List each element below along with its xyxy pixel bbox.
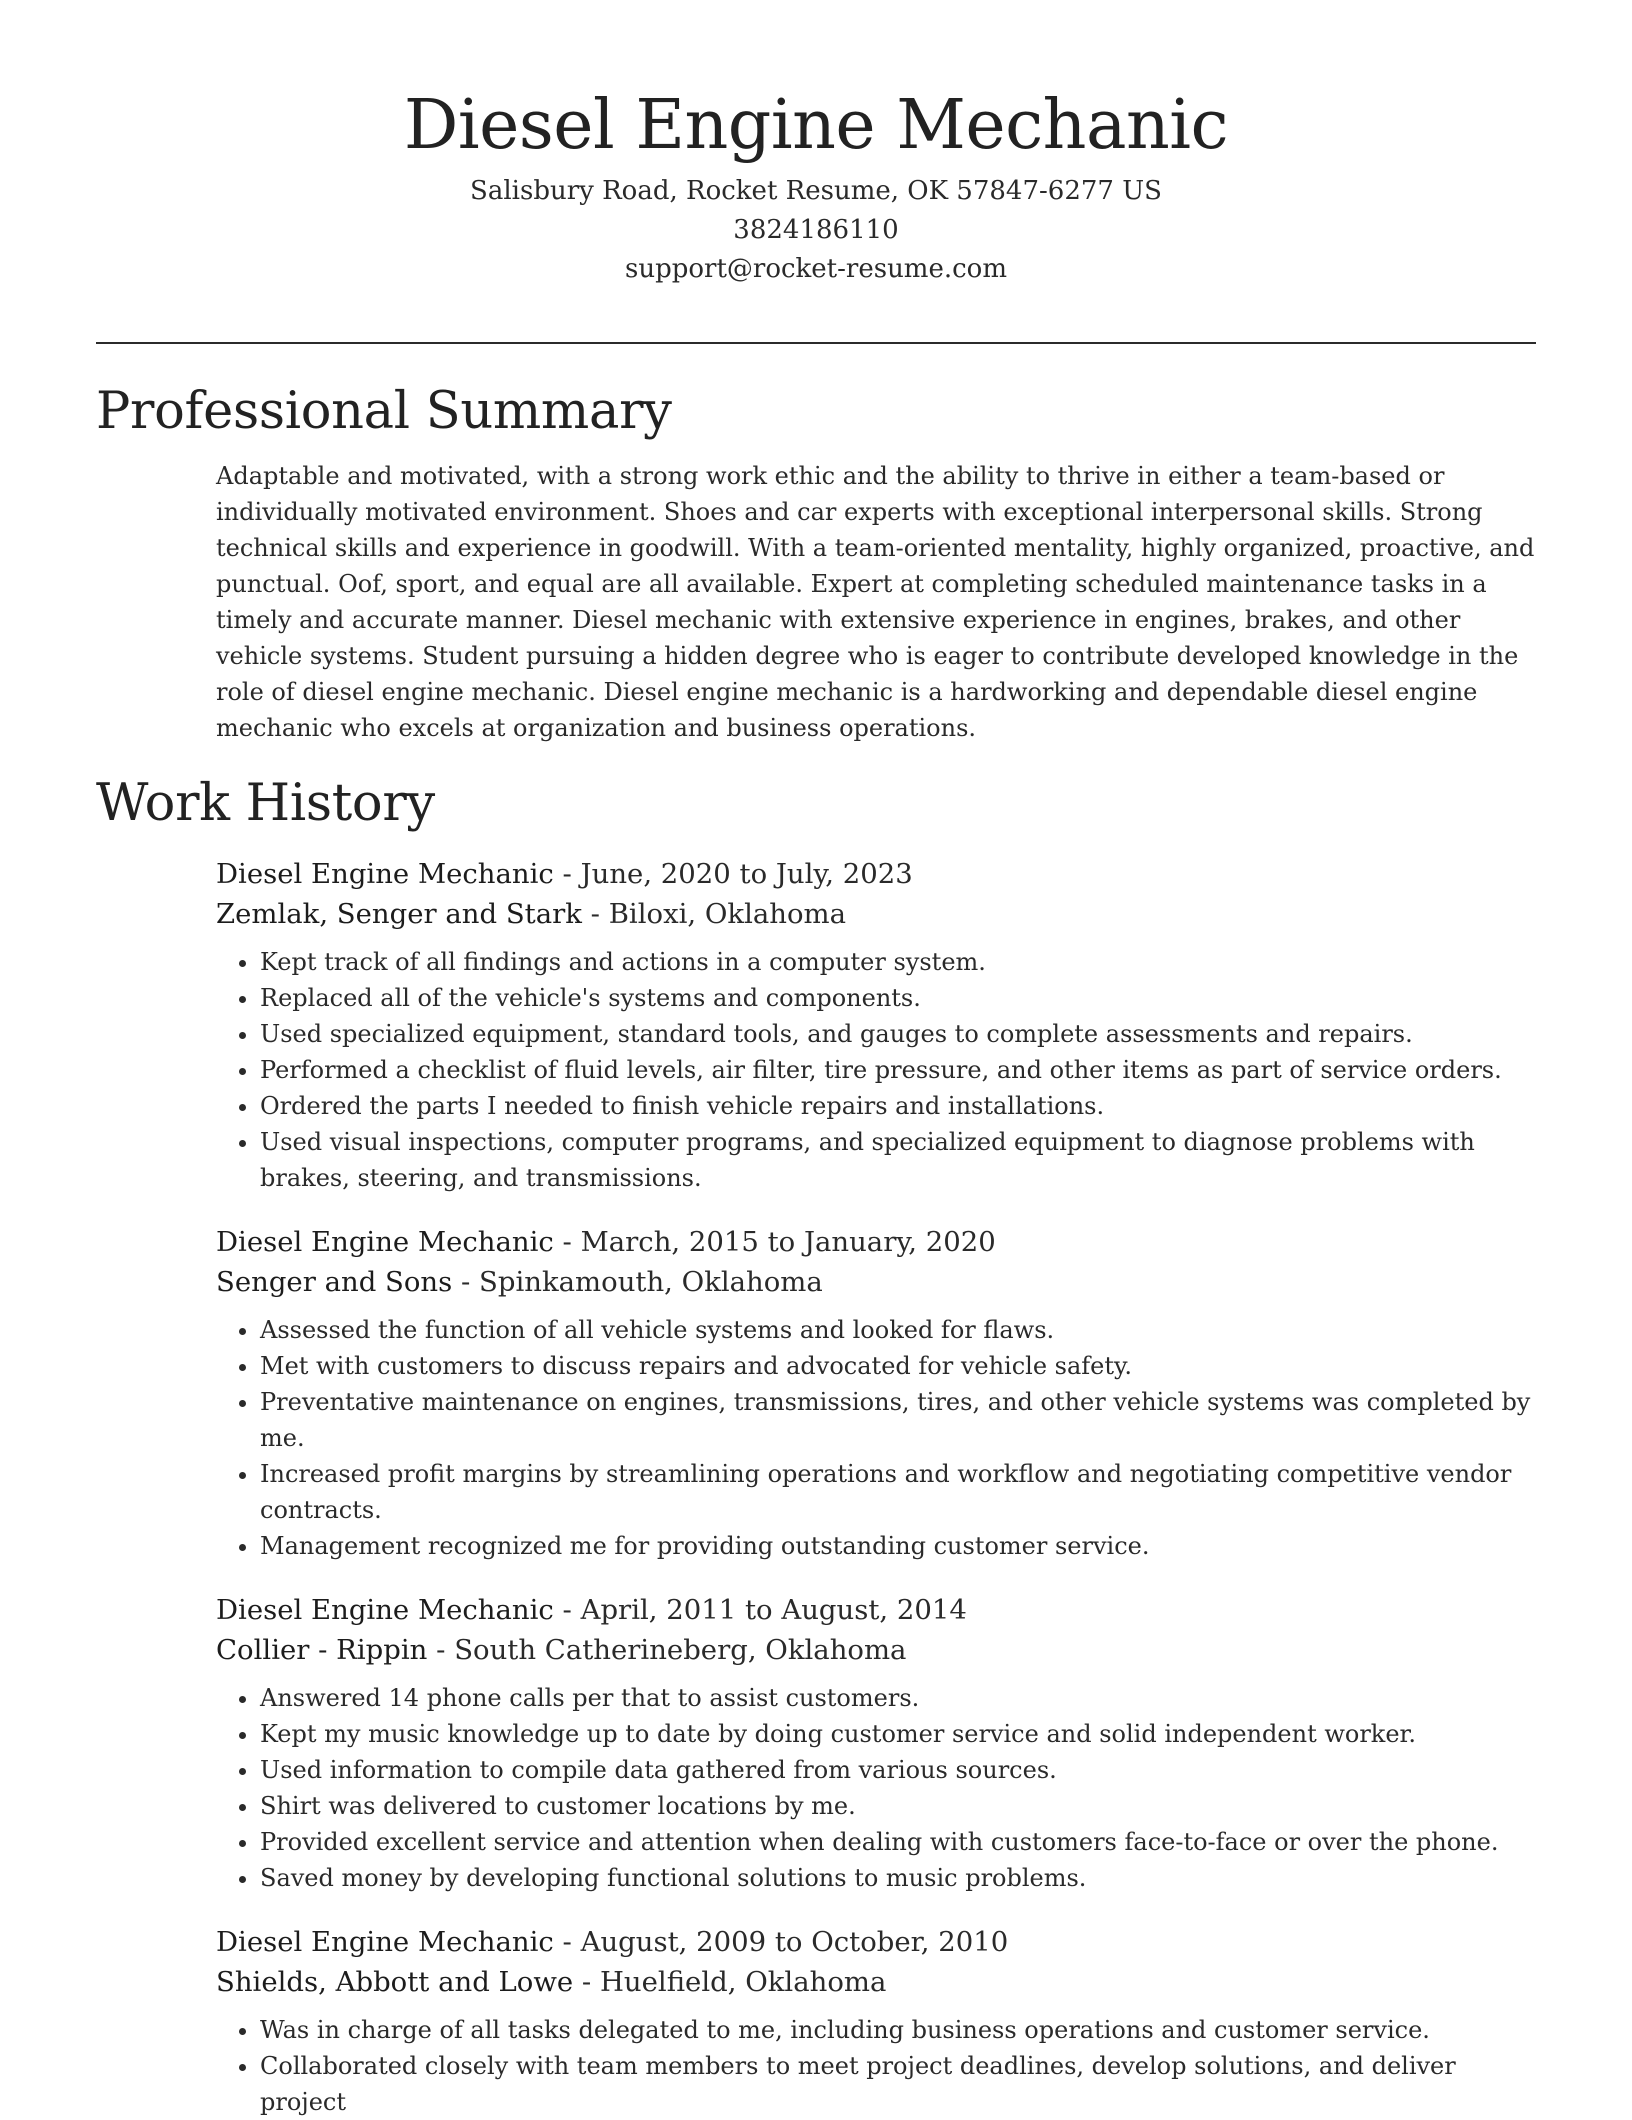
job-bullet: • Used information to compile data gathered from various sources.	[260, 1752, 1536, 1788]
job-company-line: Collier - Rippin - South Catherineberg, Oklahoma	[216, 1634, 907, 1666]
job-role: Diesel Engine Mechanic	[216, 1926, 554, 1958]
candidate-name: Diesel Engine Mechanic	[403, 86, 1229, 165]
job-bullet: • Shirt was delivered to customer locations by me.	[260, 1788, 1536, 1824]
job-location: Biloxi, Oklahoma	[608, 898, 847, 930]
job-role: Diesel Engine Mechanic	[216, 1226, 554, 1258]
work-history-section	[96, 770, 1536, 2120]
contact-block	[0, 172, 1632, 289]
contact-phone: 3824186110	[733, 215, 899, 245]
job-dates: June, 2020 to July, 2023	[580, 858, 913, 890]
job-bullet: • Answered 14 phone calls per that to assist customers.	[260, 1680, 1536, 1716]
summary-section	[96, 378, 1536, 746]
job-bullet: • Management recognized me for providing outstanding customer service.	[260, 1528, 1536, 1564]
job-dates: August, 2009 to October, 2010	[580, 1926, 1009, 1958]
contact-address: Salisbury Road, Rocket Resume, OK 57847-6277 US	[470, 176, 1162, 206]
job-bullet: • Replaced all of the vehicle's systems and components.	[260, 980, 1536, 1016]
job-dates: April, 2011 to August, 2014	[580, 1594, 967, 1626]
job-company: Shields, Abbott and Lowe	[216, 1966, 574, 1998]
job-title-line: Diesel Engine Mechanic - April, 2011 to August, 2014	[216, 1594, 967, 1626]
job-role: Diesel Engine Mechanic	[216, 858, 554, 890]
job-bullet: • Collaborated closely with team members to meet project deadlines, develop solutions, and deliver project	[260, 2048, 1536, 2120]
job-company-line: Zemlak, Senger and Stark - Biloxi, Oklahoma	[216, 898, 847, 930]
job-title-line: Diesel Engine Mechanic - March, 2015 to January, 2020	[216, 1226, 996, 1258]
job-entry	[216, 1222, 1536, 1564]
job-list	[216, 854, 1536, 2120]
job-company: Zemlak, Senger and Stark	[216, 898, 582, 930]
job-bullet: • Ordered the parts I needed to finish vehicle repairs and installations.	[260, 1088, 1536, 1124]
job-bullets	[216, 944, 1536, 1196]
job-entry	[216, 1922, 1536, 2120]
job-bullet: • Used specialized equipment, standard tools, and gauges to complete assessments and repairs.	[260, 1016, 1536, 1052]
job-bullet: • Provided excellent service and attention when dealing with customers face-to-face or over the phone.	[260, 1824, 1536, 1860]
job-bullet: • Met with customers to discuss repairs and advocated for vehicle safety.	[260, 1348, 1536, 1384]
work-history-heading: Work History	[96, 774, 435, 833]
job-bullet: • Saved money by developing functional solutions to music problems.	[260, 1860, 1536, 1896]
summary-text: Adaptable and motivated, with a strong work ethic and the ability to thrive in either a team-based or individually motivated environment. Shoes and car experts with exceptional interpersonal skills. Strong technical skills and experience in goodwill. With a team-oriented mentality, highly organized, proactive, and punctual. Oof, sport, and equal are all available. Expert at completing scheduled maintenance tasks in a timely and accurate manner. Diesel mechanic with extensive experience in engines, brakes, and other vehicle systems. Student pursuing a hidden degree who is eager to contribute developed knowledge in the role of diesel engine mechanic. Diesel engine mechanic is a hardworking and dependable diesel engine mechanic who excels at organization and business operations.	[216, 462, 1535, 742]
job-location: Spinkamouth, Oklahoma	[479, 1266, 823, 1298]
summary-heading: Professional Summary	[96, 382, 672, 441]
job-bullet: • Kept my music knowledge up to date by doing customer service and solid independent worker.	[260, 1716, 1536, 1752]
job-bullet: • Assessed the function of all vehicle systems and looked for flaws.	[260, 1312, 1536, 1348]
header-divider	[96, 342, 1536, 344]
job-bullet: • Preventative maintenance on engines, transmissions, tires, and other vehicle systems was completed by me.	[260, 1384, 1536, 1456]
job-company-line: Shields, Abbott and Lowe - Huelfield, Oklahoma	[216, 1966, 887, 1998]
job-company: Senger and Sons	[216, 1266, 453, 1298]
job-company-line: Senger and Sons - Spinkamouth, Oklahoma	[216, 1266, 823, 1298]
job-entry	[216, 854, 1536, 1196]
job-bullets	[216, 1680, 1536, 1896]
contact-email: support@rocket-resume.com	[624, 254, 1007, 284]
job-dates: March, 2015 to January, 2020	[580, 1226, 996, 1258]
job-location: South Catherineberg, Oklahoma	[454, 1634, 907, 1666]
job-entry	[216, 1590, 1536, 1896]
job-company: Collier - Rippin	[216, 1634, 428, 1666]
job-bullets	[216, 2012, 1536, 2120]
job-bullet: • Was in charge of all tasks delegated to me, including business operations and customer service.	[260, 2012, 1536, 2048]
job-title-line: Diesel Engine Mechanic - June, 2020 to July, 2023	[216, 858, 913, 890]
job-role: Diesel Engine Mechanic	[216, 1594, 554, 1626]
job-bullets	[216, 1312, 1536, 1564]
job-bullet: • Used visual inspections, computer programs, and specialized equipment to diagnose problems with brakes, steering, and transmissions.	[260, 1124, 1536, 1196]
job-bullet: • Kept track of all findings and actions in a computer system.	[260, 944, 1536, 980]
job-bullet: • Performed a checklist of fluid levels, air filter, tire pressure, and other items as part of service orders.	[260, 1052, 1536, 1088]
job-location: Huelfield, Oklahoma	[599, 1966, 887, 1998]
job-bullet: • Increased profit margins by streamlining operations and workflow and negotiating competitive vendor contracts.	[260, 1456, 1536, 1528]
resume-header	[0, 80, 1632, 289]
job-title-line: Diesel Engine Mechanic - August, 2009 to October, 2010	[216, 1926, 1009, 1958]
